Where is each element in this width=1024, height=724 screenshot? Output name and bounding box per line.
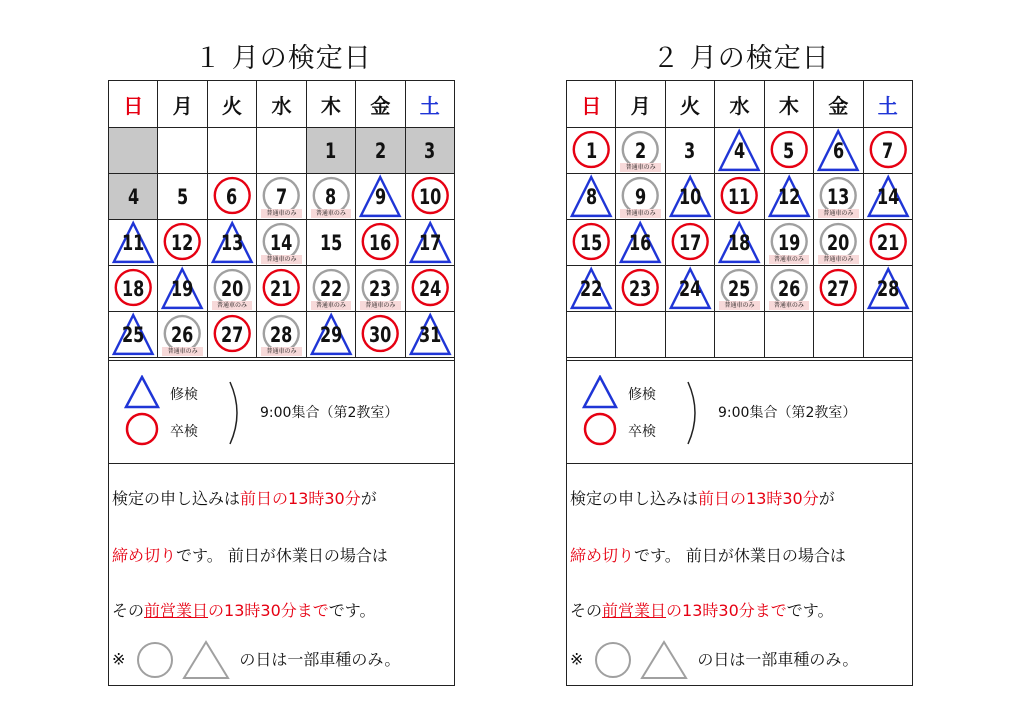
day-number: 26 bbox=[777, 276, 801, 301]
day-number: 4 bbox=[127, 184, 139, 209]
day-cell bbox=[814, 174, 863, 220]
regular-car-only-note: 普通車のみ bbox=[261, 209, 301, 218]
day-cell bbox=[405, 266, 454, 312]
day-number: 21 bbox=[876, 230, 899, 255]
day-cell bbox=[158, 220, 207, 266]
day-cell bbox=[567, 220, 616, 266]
bracket-icon bbox=[684, 380, 704, 446]
day-number: 4 bbox=[733, 138, 746, 163]
day-number: 28 bbox=[270, 322, 293, 347]
day-cell bbox=[158, 312, 207, 358]
day-number: 31 bbox=[418, 322, 441, 347]
day-number: 16 bbox=[629, 230, 652, 255]
day-number: 24 bbox=[418, 276, 441, 301]
triangle-legend-label: 修検 bbox=[170, 387, 198, 403]
day-number: 6 bbox=[226, 184, 238, 209]
day-cell bbox=[814, 266, 863, 312]
day-cell bbox=[567, 128, 616, 174]
regular-car-only-note: 普通車のみ bbox=[212, 301, 252, 310]
regular-car-only-note: 普通車のみ bbox=[311, 209, 351, 218]
day-cell bbox=[715, 266, 764, 312]
meeting-time-text: 9:00集合（第2教室） bbox=[260, 405, 399, 421]
day-number: 5 bbox=[783, 138, 795, 163]
day-cell bbox=[863, 128, 912, 174]
day-number: 3 bbox=[424, 138, 436, 163]
weekday-header: 火 bbox=[207, 81, 256, 128]
day-number: 2 bbox=[374, 138, 386, 163]
day-number: 18 bbox=[728, 230, 751, 255]
note-mark: ※ bbox=[112, 649, 126, 669]
day-number: 21 bbox=[270, 276, 293, 301]
day-cell bbox=[814, 220, 863, 266]
regular-car-only-note: 普通車のみ bbox=[311, 301, 351, 310]
day-number: 7 bbox=[275, 184, 288, 209]
week-row bbox=[567, 266, 913, 312]
day-number: 28 bbox=[876, 276, 899, 301]
day-cell bbox=[356, 174, 405, 220]
weekday-header: 日 bbox=[567, 81, 616, 128]
calendar-title: １ 月の検定日 bbox=[194, 43, 372, 74]
day-cell bbox=[405, 312, 454, 358]
day-cell bbox=[764, 128, 813, 174]
day-cell bbox=[207, 266, 256, 312]
regular-car-only-note: 普通車のみ bbox=[818, 255, 858, 264]
day-number: 1 bbox=[585, 138, 597, 163]
regular-car-only-note: 普通車のみ bbox=[620, 163, 660, 172]
day-number: 2 bbox=[635, 138, 647, 163]
weekday-header: 土 bbox=[863, 81, 912, 128]
weekday-header: 月 bbox=[616, 81, 665, 128]
day-cell bbox=[257, 266, 306, 312]
day-number: 11 bbox=[728, 184, 751, 209]
day-number: 9 bbox=[374, 184, 386, 209]
day-number: 25 bbox=[728, 276, 751, 301]
rule-line-2: 締め切りです。 前日が休業日の場合は bbox=[570, 546, 846, 565]
rule-line-3: その前営業日の13時30分までです。 bbox=[570, 601, 834, 620]
rule-line-1: 検定の申し込みは前日の13時30分が bbox=[112, 489, 377, 508]
regular-car-only-note: 普通車のみ bbox=[719, 301, 759, 310]
day-cell bbox=[109, 312, 158, 358]
day-number: 14 bbox=[270, 230, 293, 255]
calendar-frame bbox=[108, 80, 455, 686]
weekday-header: 金 bbox=[814, 81, 863, 128]
day-number: 27 bbox=[827, 276, 850, 301]
day-cell bbox=[764, 220, 813, 266]
day-cell bbox=[405, 174, 454, 220]
day-number: 25 bbox=[122, 322, 145, 347]
bracket-icon bbox=[226, 380, 246, 446]
day-cell bbox=[715, 220, 764, 266]
day-number: 14 bbox=[876, 184, 899, 209]
rule-line-1: 検定の申し込みは前日の13時30分が bbox=[570, 489, 835, 508]
day-cell bbox=[665, 266, 714, 312]
day-number: 20 bbox=[220, 276, 244, 301]
day-cell bbox=[616, 174, 665, 220]
day-number: 22 bbox=[580, 276, 603, 301]
calendar-title: ２ 月の検定日 bbox=[652, 43, 830, 74]
day-cell bbox=[715, 174, 764, 220]
day-cell bbox=[207, 312, 256, 358]
day-cell bbox=[306, 174, 355, 220]
legend-bottom-divider bbox=[566, 463, 913, 464]
day-number: 20 bbox=[827, 230, 850, 255]
day-number: 15 bbox=[580, 230, 603, 255]
week-row bbox=[109, 220, 455, 266]
regular-car-only-note: 普通車のみ bbox=[818, 209, 858, 218]
note-suffix: の日は一部車種のみ。 bbox=[697, 649, 859, 669]
day-cell bbox=[405, 220, 454, 266]
week-row bbox=[567, 128, 913, 174]
day-cell bbox=[567, 174, 616, 220]
weekday-header: 火 bbox=[665, 81, 714, 128]
legend-bottom-divider bbox=[108, 463, 455, 464]
day-cell bbox=[207, 220, 256, 266]
weekday-header: 水 bbox=[257, 81, 306, 128]
day-cell bbox=[567, 266, 616, 312]
day-cell bbox=[863, 266, 912, 312]
day-number: 1 bbox=[325, 138, 337, 163]
day-cell bbox=[257, 220, 306, 266]
day-cell bbox=[665, 174, 714, 220]
circle-legend-label: 卒検 bbox=[628, 424, 656, 440]
weekday-header: 木 bbox=[764, 81, 813, 128]
day-cell bbox=[863, 220, 912, 266]
day-cell bbox=[715, 128, 764, 174]
day-number: 13 bbox=[220, 230, 244, 255]
gray-circle-icon bbox=[133, 640, 177, 680]
day-cell bbox=[356, 220, 405, 266]
week-row bbox=[109, 312, 455, 358]
triangle-legend-icon bbox=[124, 375, 160, 409]
rule-line-4 bbox=[570, 640, 858, 680]
triangle-legend-label: 修検 bbox=[628, 387, 656, 403]
weekday-header: 木 bbox=[306, 81, 355, 128]
day-cell bbox=[616, 266, 665, 312]
day-number: 10 bbox=[678, 184, 702, 209]
gray-circle-icon bbox=[591, 640, 635, 680]
weekday-header: 日 bbox=[109, 81, 158, 128]
day-number: 12 bbox=[777, 184, 801, 209]
day-number: 12 bbox=[171, 230, 194, 255]
day-cell bbox=[356, 266, 405, 312]
day-number: 23 bbox=[629, 276, 652, 301]
day-number: 7 bbox=[882, 138, 894, 163]
day-number: 10 bbox=[418, 184, 441, 209]
weekday-header: 土 bbox=[405, 81, 454, 128]
note-suffix: の日は一部車種のみ。 bbox=[239, 649, 401, 669]
day-number: 24 bbox=[678, 276, 702, 301]
gray-triangle-icon bbox=[639, 640, 689, 680]
regular-car-only-note: 普通車のみ bbox=[261, 347, 301, 356]
day-number: 27 bbox=[220, 322, 244, 347]
day-cell bbox=[158, 266, 207, 312]
regular-car-only-note: 普通車のみ bbox=[360, 301, 400, 310]
day-number: 5 bbox=[177, 184, 189, 209]
legend-top-divider bbox=[108, 360, 455, 361]
rule-line-4 bbox=[112, 640, 400, 680]
day-number: 23 bbox=[369, 276, 392, 301]
day-number: 22 bbox=[319, 276, 343, 301]
week-row bbox=[567, 220, 913, 266]
day-number: 8 bbox=[585, 184, 597, 209]
day-number: 13 bbox=[827, 184, 850, 209]
day-cell bbox=[665, 220, 714, 266]
circle-legend-icon bbox=[582, 412, 618, 446]
weekday-header: 金 bbox=[356, 81, 405, 128]
day-number: 26 bbox=[171, 322, 194, 347]
day-number: 29 bbox=[319, 322, 343, 347]
day-cell bbox=[356, 312, 405, 358]
day-number: 18 bbox=[122, 276, 145, 301]
day-number: 9 bbox=[635, 184, 647, 209]
day-number: 11 bbox=[122, 230, 145, 255]
weekday-header: 水 bbox=[715, 81, 764, 128]
day-number: 17 bbox=[418, 230, 441, 255]
day-cell bbox=[863, 174, 912, 220]
day-cell bbox=[257, 312, 306, 358]
regular-car-only-note: 普通車のみ bbox=[162, 347, 202, 356]
gray-triangle-icon bbox=[181, 640, 231, 680]
week-row bbox=[567, 174, 913, 220]
day-cell bbox=[616, 220, 665, 266]
day-number: 15 bbox=[319, 230, 343, 255]
circle-legend-icon bbox=[124, 412, 160, 446]
day-cell bbox=[306, 266, 355, 312]
day-number: 30 bbox=[369, 322, 392, 347]
regular-car-only-note: 普通車のみ bbox=[769, 255, 809, 264]
rule-line-2: 締め切りです。 前日が休業日の場合は bbox=[112, 546, 388, 565]
day-number: 19 bbox=[777, 230, 801, 255]
rule-line-3: その前営業日の13時30分までです。 bbox=[112, 601, 376, 620]
day-number: 17 bbox=[678, 230, 702, 255]
day-cell bbox=[814, 128, 863, 174]
regular-car-only-note: 普通車のみ bbox=[620, 209, 660, 218]
weekday-header: 月 bbox=[158, 81, 207, 128]
regular-car-only-note: 普通車のみ bbox=[261, 255, 301, 264]
week-row bbox=[109, 266, 455, 312]
note-mark: ※ bbox=[570, 649, 584, 669]
legend-top-divider bbox=[566, 360, 913, 361]
circle-legend-label: 卒検 bbox=[170, 424, 198, 440]
day-cell bbox=[306, 312, 355, 358]
regular-car-only-note: 普通車のみ bbox=[769, 301, 809, 310]
day-cell bbox=[257, 174, 306, 220]
day-cell bbox=[109, 220, 158, 266]
day-cell bbox=[207, 174, 256, 220]
day-number: 19 bbox=[171, 276, 194, 301]
meeting-time-text: 9:00集合（第2教室） bbox=[718, 405, 857, 421]
day-cell bbox=[616, 128, 665, 174]
day-number: 16 bbox=[369, 230, 392, 255]
day-cell bbox=[764, 266, 813, 312]
day-number: 6 bbox=[832, 138, 844, 163]
day-cell bbox=[109, 266, 158, 312]
day-number: 8 bbox=[325, 184, 337, 209]
triangle-legend-icon bbox=[582, 375, 618, 409]
day-cell bbox=[764, 174, 813, 220]
day-number: 3 bbox=[684, 138, 696, 163]
